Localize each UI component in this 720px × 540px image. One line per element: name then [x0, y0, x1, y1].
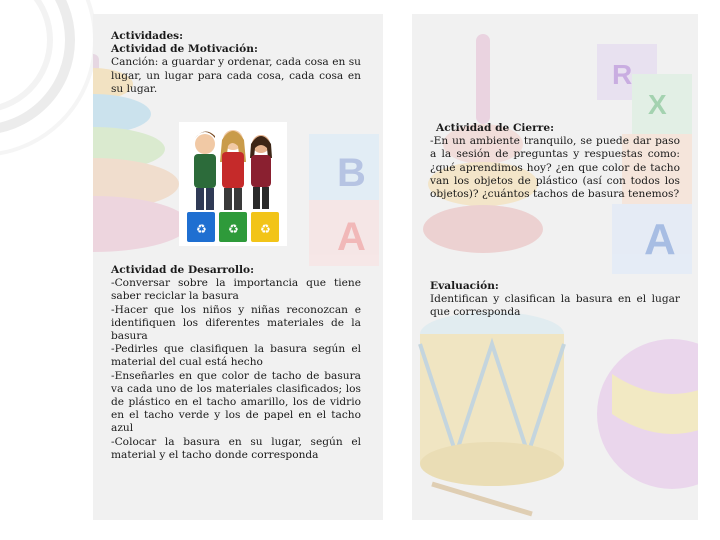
evaluation-body: Identifican y clasifican la basura en el lugar que corresponda [430, 293, 680, 319]
block-letter: R [612, 59, 633, 90]
drum-toy [420, 312, 564, 514]
toy-background-right [412, 14, 698, 520]
motivation-heading: Actividad de Motivación: [111, 43, 258, 56]
block-letter: A [644, 215, 676, 264]
block-letter: X [648, 89, 667, 120]
decorative-rings [0, 0, 100, 240]
children-recycling-photo [179, 122, 287, 246]
right-panel [412, 14, 698, 520]
svg-text:♻: ♻ [196, 222, 207, 236]
development-item: -Pedirles que clasifiquen la basura según el material del cual está hecho [111, 343, 361, 369]
development-item: -Colocar la basura en su lugar, según el material y el tacho donde corresponda [111, 435, 361, 461]
development-item: -Conversar sobre la importancia que tiene saber reciclar la basura [111, 277, 361, 303]
left-panel [93, 14, 383, 520]
activities-heading: Actividades: [111, 30, 184, 42]
ball-toy [597, 339, 698, 489]
development-heading: Actividad de Desarrollo: [111, 264, 254, 276]
motivation-body: Canción: a guardar y ordenar, cada cosa en su lugar, un lugar para cada cosa, cada cosa en su lugar. [111, 56, 361, 95]
development-item: -Hacer que los niños y niñas reconozcan e identifiquen los diferentes materiales de la basura [111, 303, 361, 343]
development-item: -Enseñarles en que color de tacho de basura va cada uno de los materiales clasificados; los de plástico en el tacho amarillo, los de vidrio en el tacho verde y los de papel en el tacho azul [111, 369, 361, 435]
block-letter: B [337, 151, 366, 195]
svg-text:♻: ♻ [228, 222, 239, 236]
svg-text:♻: ♻ [260, 222, 271, 236]
block-letter: A [337, 215, 366, 259]
closing-body: -En un ambiente tranquilo, se puede dar paso a la sesión de preguntas y respuestas como: ¿qué aprendimos hoy? ¿en que color de tacho van los objetos de plástico (así con todos los objetos)? ¿cuántos tachos de basura tenemos? [430, 135, 680, 201]
evaluation-heading: Evaluación: [430, 280, 499, 292]
closing-heading: Actividad de Cierre: [436, 122, 554, 134]
